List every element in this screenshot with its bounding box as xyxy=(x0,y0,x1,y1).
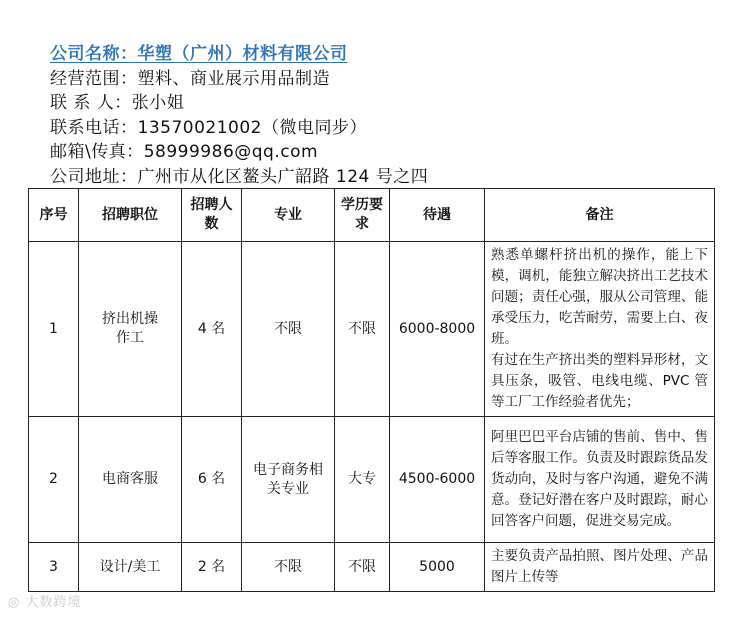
contact-person: 联 系 人：张小姐 xyxy=(50,93,185,114)
row-note xyxy=(485,242,715,417)
row-salary: 5000 xyxy=(390,543,485,592)
business-scope: 经营范围：塑料、商业展示用品制造 xyxy=(50,68,330,89)
row-count: 2 名 xyxy=(182,543,242,592)
table-header-row xyxy=(29,189,715,242)
row-major: 电子商务相关专业 xyxy=(242,417,335,543)
row-note: 主要负责产品拍照、图片处理、产品图片上传等 xyxy=(485,543,715,592)
row-position: 挤出机操作工 xyxy=(79,242,182,417)
recruitment-table xyxy=(28,188,715,592)
row-count: 4 名 xyxy=(182,242,242,417)
row-no: 1 xyxy=(29,242,79,417)
row-major: 不限 xyxy=(242,242,335,417)
row-position: 电商客服 xyxy=(79,417,182,543)
note-paragraph: 有过在生产挤出类的塑料异形材，文具压条，吸管、电线电缆、PVC 管等工厂工作经验者优先； xyxy=(491,352,708,410)
header-major: 专业 xyxy=(242,189,335,242)
table-row xyxy=(29,543,715,592)
header-education: 学历要求 xyxy=(335,189,390,242)
watermark-logo xyxy=(8,591,82,610)
row-position: 设计/美工 xyxy=(79,543,182,592)
watermark-text: 大数跨境 xyxy=(25,595,82,610)
header-salary: 待遇 xyxy=(390,189,485,242)
watermark-icon: ◎ xyxy=(8,595,21,610)
row-count: 6 名 xyxy=(182,417,242,543)
company-name: 公司名称：华塑（广州）材料有限公司 xyxy=(50,44,348,64)
table-row xyxy=(29,242,715,417)
row-education: 不限 xyxy=(335,242,390,417)
table-row xyxy=(29,417,715,543)
contact-email: 邮箱\传真：58999986@qq.com xyxy=(50,142,319,163)
row-education: 不限 xyxy=(335,543,390,592)
row-note: 阿里巴巴平台店铺的售前、售中、售后等客服工作。负责及时跟踪货品发货动向，及时与客户沟通，避免不满意。登记好潜在客户及时跟踪，耐心回答客户问题，促进交易完成。 xyxy=(485,417,715,543)
row-major: 不限 xyxy=(242,543,335,592)
row-salary: 6000-8000 xyxy=(390,242,485,417)
company-address: 公司地址：广州市从化区鳌头广韶路 124 号之四 xyxy=(50,166,429,187)
note-paragraph: 熟悉单螺杆挤出机的操作，能上下模，调机，能独立解决挤出工艺技术问题；责任心强，服从公司管理、能承受压力，吃苦耐劳，需要上白、夜班。 xyxy=(491,247,708,347)
row-no: 3 xyxy=(29,543,79,592)
company-info xyxy=(50,42,428,190)
header-count: 招聘人数 xyxy=(182,189,242,242)
row-education: 大专 xyxy=(335,417,390,543)
header-note: 备注 xyxy=(485,189,715,242)
contact-phone: 联系电话：13570021002（微电同步） xyxy=(50,117,367,138)
row-salary: 4500-6000 xyxy=(390,417,485,543)
header-position: 招聘职位 xyxy=(79,189,182,242)
row-no: 2 xyxy=(29,417,79,543)
header-no: 序号 xyxy=(29,189,79,242)
